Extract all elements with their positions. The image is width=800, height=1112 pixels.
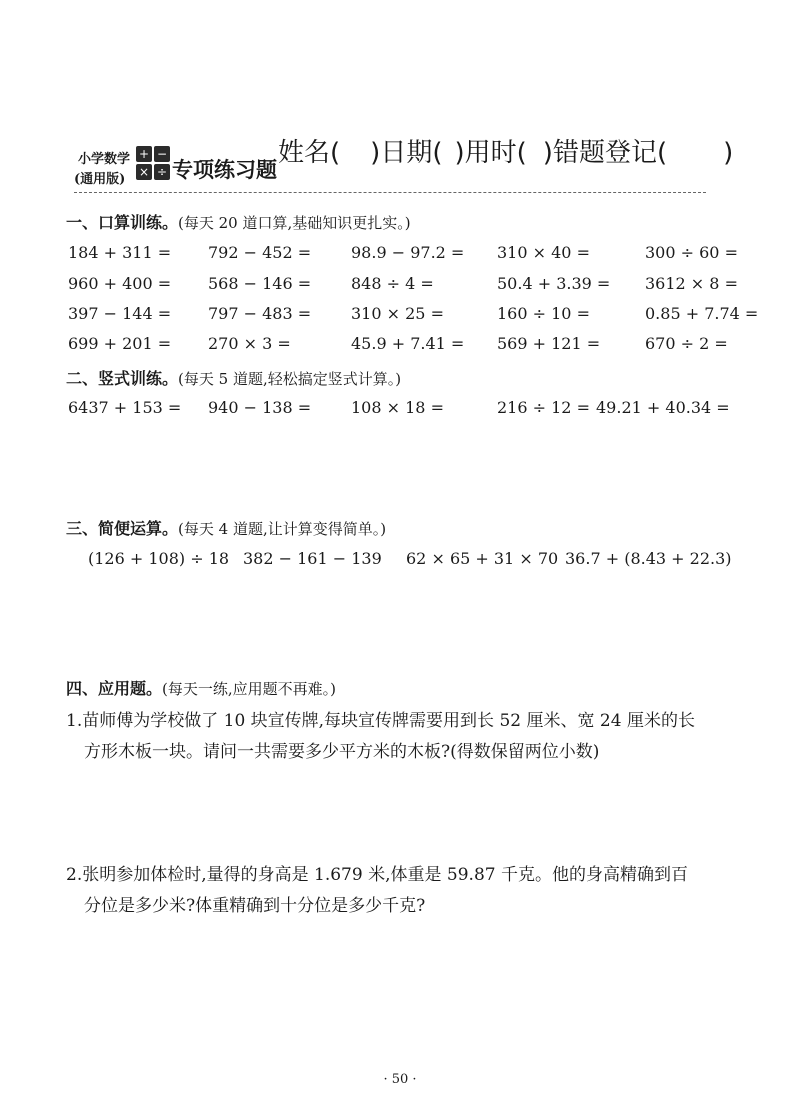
page-number: · 50 · xyxy=(383,1072,417,1087)
multiply-icon: × xyxy=(136,164,152,180)
oral-item: 0.85 + 7.74 = xyxy=(645,304,759,323)
section4-heading xyxy=(66,676,336,699)
question-2-line-1: 2.张明参加体检时,量得的身高是 1.679 米,体重是 59.87 千克。他的身高精确到百 xyxy=(66,865,688,885)
date-label: 日期( xyxy=(380,138,443,168)
oral-item: 797 − 483 = xyxy=(208,304,312,323)
section3-title: 三、简便运算。 xyxy=(66,519,179,538)
vertical-item: 940 − 138 = xyxy=(208,398,312,417)
simplify-item: 36.7 + (8.43 + 22.3) xyxy=(565,549,732,568)
oral-item: 310 × 40 = xyxy=(497,243,590,262)
oral-item: 184 + 311 = xyxy=(68,243,172,262)
section2-heading xyxy=(66,366,401,389)
simplify-item: 62 × 65 + 31 × 70 xyxy=(406,549,559,568)
oral-item: 397 − 144 = xyxy=(68,304,172,323)
date-close: ) xyxy=(454,138,465,168)
simplify-item: (126 + 108) ÷ 18 xyxy=(88,549,230,568)
header-divider xyxy=(74,192,706,193)
name-label: 姓名( xyxy=(278,138,341,168)
oral-item: 568 − 146 = xyxy=(208,274,312,293)
brand-edition: (通用版) xyxy=(74,172,126,187)
name-close: ) xyxy=(370,138,381,168)
vertical-item: 6437 + 153 = xyxy=(68,398,182,417)
brand-title: 专项练习题 xyxy=(172,158,277,182)
operator-icons xyxy=(136,146,170,180)
oral-item: 98.9 − 97.2 = xyxy=(351,243,465,262)
time-label: 用时( xyxy=(464,138,527,168)
oral-item: 960 + 400 = xyxy=(68,274,172,293)
oral-item: 670 ÷ 2 = xyxy=(645,334,728,353)
vertical-item: 216 ÷ 12 = xyxy=(497,398,590,417)
oral-item: 310 × 25 = xyxy=(351,304,444,323)
simplify-item: 382 − 161 − 139 xyxy=(243,549,382,568)
vertical-item: 108 × 18 = xyxy=(351,398,444,417)
minus-icon: − xyxy=(154,146,170,162)
vertical-item: 49.21 + 40.34 = xyxy=(596,398,730,417)
brand-subject: 小学数学 xyxy=(78,152,131,167)
oral-item: 699 + 201 = xyxy=(68,334,172,353)
section4-title: 四、应用题。 xyxy=(66,679,163,698)
brand-block xyxy=(74,144,277,190)
section4-note: (每天一练,应用题不再难。) xyxy=(162,680,336,698)
oral-item: 792 − 452 = xyxy=(208,243,312,262)
section3-heading xyxy=(66,516,386,539)
section1-title: 一、口算训练。 xyxy=(66,213,179,232)
error-label: 错题登记( xyxy=(552,138,668,168)
plus-icon: + xyxy=(136,146,152,162)
oral-item: 300 ÷ 60 = xyxy=(645,243,738,262)
section2-note: (每天 5 道题,轻松搞定竖式计算。) xyxy=(178,370,402,388)
time-close: ) xyxy=(542,138,553,168)
question-1-line-2: 方形木板一块。请问一共需要多少平方米的木板?(得数保留两位小数) xyxy=(84,742,600,762)
section1-note: (每天 20 道口算,基础知识更扎实。) xyxy=(178,214,411,232)
question-1-line-1: 1.苗师傅为学校做了 10 块宣传牌,每块宣传牌需要用到长 52 厘米、宽 24 厘米的长 xyxy=(66,711,695,731)
oral-item: 160 ÷ 10 = xyxy=(497,304,590,323)
oral-item: 569 + 121 = xyxy=(497,334,601,353)
header-fields xyxy=(278,132,733,169)
section3-note: (每天 4 道题,让计算变得简单。) xyxy=(178,520,387,538)
oral-item: 50.4 + 3.39 = xyxy=(497,274,611,293)
question-2-line-2: 分位是多少米?体重精确到十分位是多少千克? xyxy=(84,896,426,916)
oral-item: 45.9 + 7.41 = xyxy=(351,334,465,353)
error-close: ) xyxy=(723,138,734,168)
section1-heading xyxy=(66,210,411,233)
divide-icon: ÷ xyxy=(154,164,170,180)
oral-item: 3612 × 8 = xyxy=(645,274,738,293)
oral-item: 270 × 3 = xyxy=(208,334,291,353)
oral-item: 848 ÷ 4 = xyxy=(351,274,434,293)
section2-title: 二、竖式训练。 xyxy=(66,369,179,388)
